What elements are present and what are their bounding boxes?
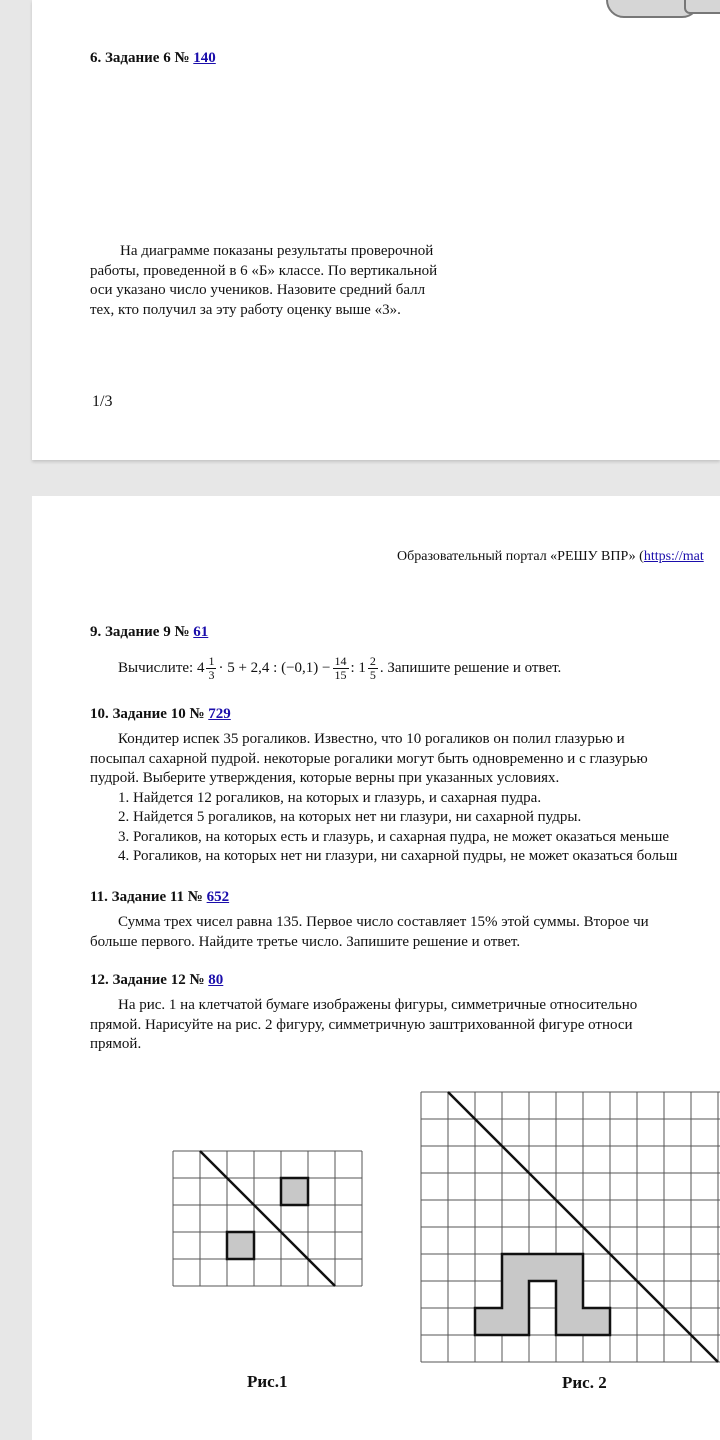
symmetry-line (200, 1151, 335, 1286)
task-9-title: 9. Задание 9 № 61 (90, 624, 209, 640)
figure-1-caption: Рис.1 (247, 1372, 288, 1391)
shaded-square (281, 1178, 308, 1205)
page-counter: 1/3 (92, 393, 113, 410)
task-6-link[interactable]: 140 (193, 50, 216, 66)
task-9-expression: 4 $\frac{1}{3}$ · 5 + 2,4 : (−0,1) − $\frac{14}{15}$ : 1 $\frac{2}{5}$ . (196, 653, 384, 682)
page-1 (32, 0, 720, 460)
task-11-title: 11. Задание 11 № 652 (90, 889, 230, 905)
figure-1-grid (172, 1150, 366, 1290)
task-10-option-4: 4. Рогаликов, на которых нет ни глазури, ни сахарной пудры, не может оказаться больш (118, 848, 678, 864)
shaded-square (227, 1232, 254, 1259)
task-12-text: На рис. 1 на клетчатой бумаге изображены фигуры, симметричные относительно прямой. Нарисуйте на рис. 2 фигуру, симметричную заштрихованной фигуре относи прямой. (90, 997, 638, 1052)
task-9-link[interactable]: 61 (193, 624, 209, 640)
task-6-title: 6. Задание 6 № 140 (90, 50, 216, 66)
portal-header: Образовательный портал «РЕШУ ВПР» (https://mat (397, 549, 704, 564)
page-2 (32, 496, 720, 1440)
task-10-option-1: 1. Найдется 12 рогаликов, на которых и глазурь, и сахарная пудра. (118, 789, 542, 806)
task-11-link[interactable]: 652 (206, 889, 230, 905)
task-6-text: На диаграмме показаны результаты проверочной работы, проведенной в 6 «Б» классе. По вертикальной оси указано число учеников. Назовите средний балл тех, кто получил за эту работу оценку выше «3». (90, 243, 438, 318)
device-icon (684, 0, 720, 14)
task-10-text: Кондитер испек 35 рогаликов. Известно, что 10 рогаликов он полил глазурью и посыпал сахарной пудрой. некоторые рогалики могут быть одновременно и с глазурью пудрой. Выберите утверждения, которые верны при указанных условиях. 1. Найдется 12 рогаликов, на которых и глазурь, и сахарная пудра. 2. Найдется 5 рогаликов, на которых нет ни глазури, ни сахарной пудры. 3. Рогаликов, на которых есть и глазурь, и сахарная пудра, не может оказаться меньше 4. Рогаликов, на которых нет ни глазури, ни сахарной пудры, не может оказаться больш (90, 730, 677, 867)
task-10-link[interactable]: 729 (208, 706, 231, 722)
task-11-text: Сумма трех чисел равна 135. Первое число составляет 15% этой суммы. Второе чи больше первого. Найдите третье число. Запишите решение и ответ. (90, 914, 649, 950)
portal-link[interactable]: https://mat (643, 549, 704, 564)
figure-2-grid (420, 1091, 720, 1387)
task-12-link[interactable]: 80 (208, 972, 224, 988)
task-10-option-3: 3. Рогаликов, на которых есть и глазурь, и сахарная пудра, не может оказаться меньше (118, 828, 670, 845)
task-10-option-2: 2. Найдется 5 рогаликов, на которых нет ни глазури, ни сахарной пудры. (118, 809, 582, 825)
figure-2-caption: Рис. 2 (562, 1373, 607, 1392)
task-10-title: 10. Задание 10 № 729 (90, 706, 231, 722)
task-9-text: Вычислите: 4 $\frac{1}{3}$ · 5 + 2,4 : (−0,1) − $\frac{14}{15}$ : 1 $\frac{2}{5}$ . Запишите решение и ответ. (118, 648, 561, 688)
task-12-title: 12. Задание 12 № 80 (90, 972, 224, 988)
shaded-figure (475, 1254, 610, 1335)
